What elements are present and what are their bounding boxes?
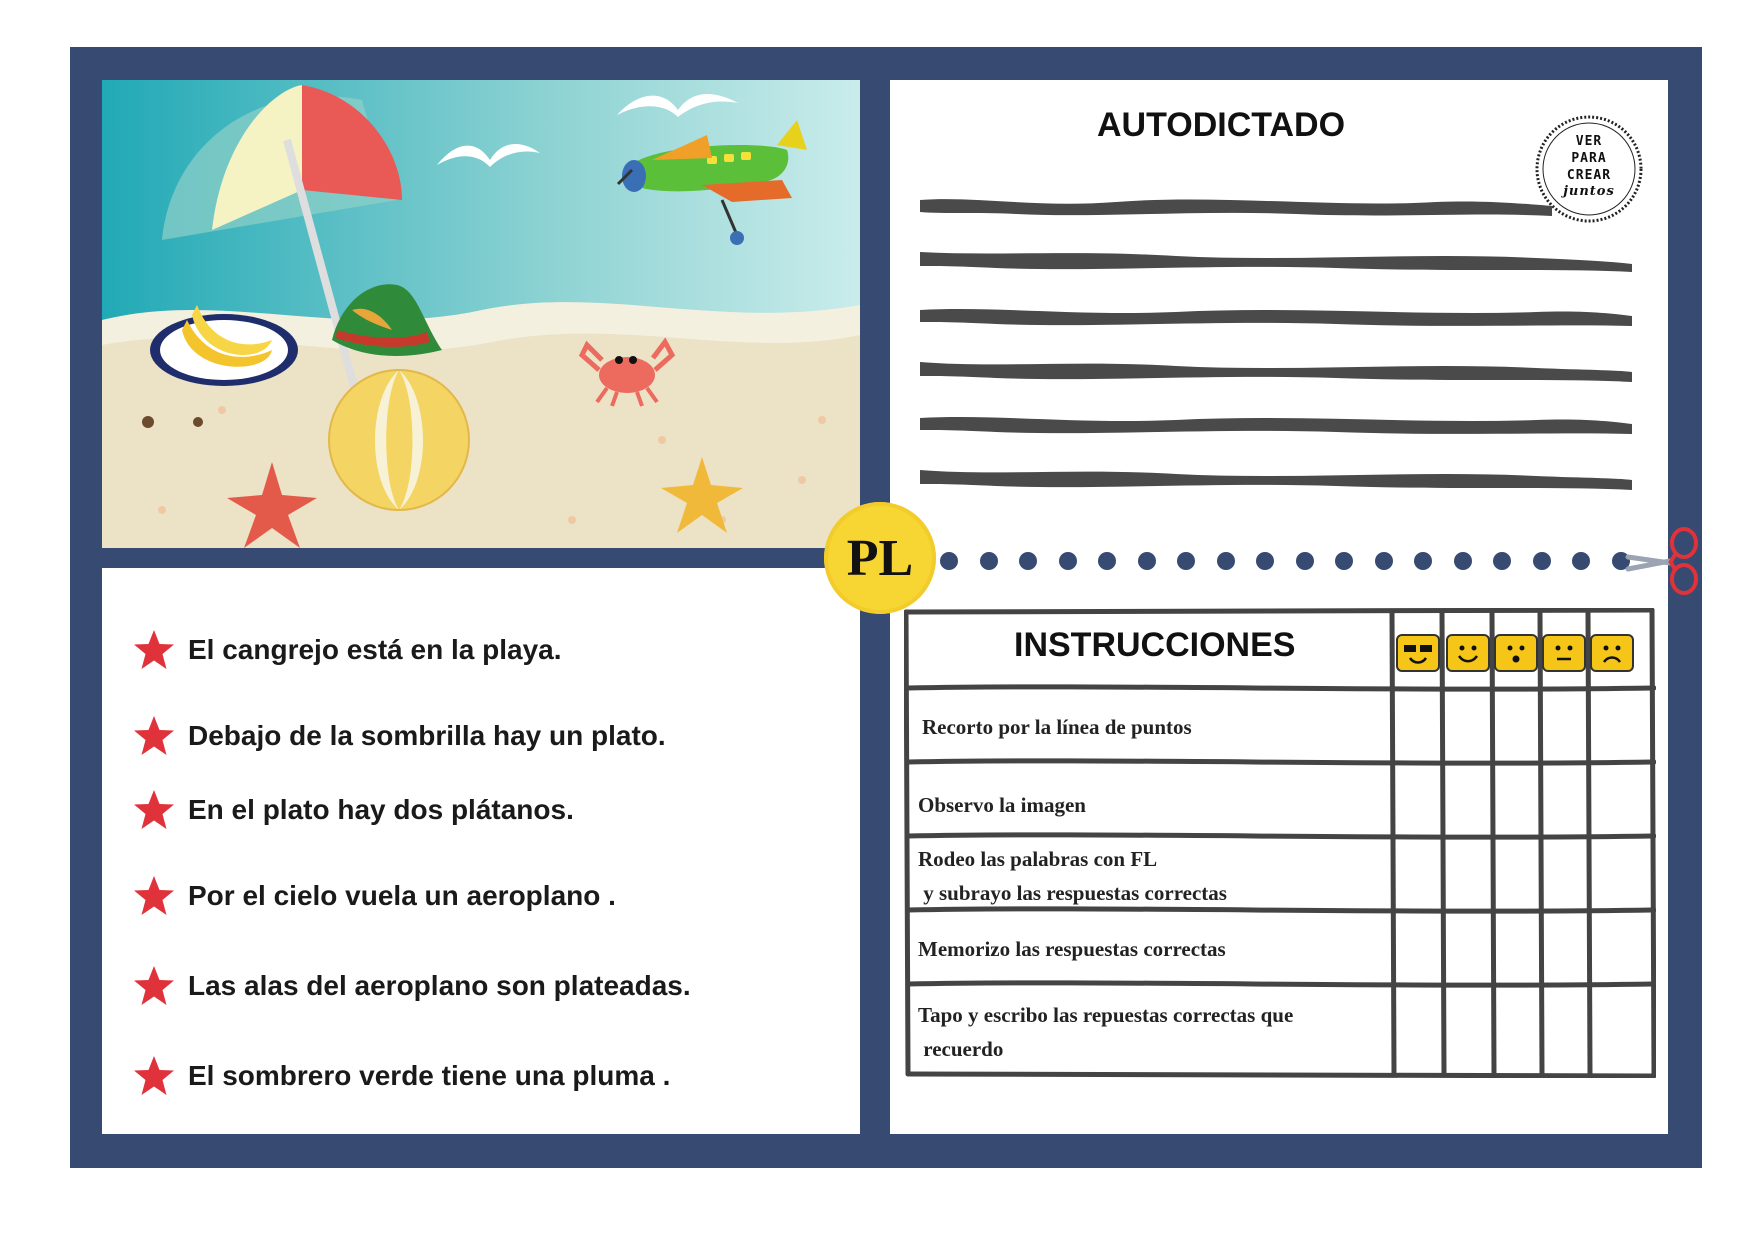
instruction-row-5-cont: recuerdo [918, 1037, 1004, 1061]
sentences-panel [102, 568, 860, 1134]
writing-line [916, 406, 1636, 440]
instruction-row-3: Rodeo las palabras con FL [918, 847, 1158, 871]
cut-dot [1217, 552, 1235, 570]
cut-dot [1335, 552, 1353, 570]
sentence-text: El sombrero verde tiene una pluma . [188, 1060, 671, 1091]
cut-dot [1059, 552, 1077, 570]
instruction-row-1: Recorto por la línea de puntos [922, 715, 1192, 739]
starfish-icon [222, 460, 322, 548]
star-icon [132, 628, 176, 672]
sad-face-icon [1590, 634, 1634, 672]
instruction-row-3-cont: y subrayo las respuestas correctas [918, 881, 1227, 905]
cut-dot [1138, 552, 1156, 570]
beach-illustration [102, 80, 860, 548]
right-panel [890, 80, 1668, 1134]
airplane-icon [612, 110, 812, 250]
crab-icon [577, 330, 677, 410]
writing-line [916, 188, 1556, 222]
bananas-plate-icon [147, 290, 302, 390]
happy-face-icon [1446, 634, 1490, 672]
scissors-icon [1624, 525, 1704, 597]
cut-dot [940, 552, 958, 570]
sentence-text: El cangrejo está en la playa. [188, 634, 562, 665]
cut-dot [1572, 552, 1590, 570]
star-icon [132, 714, 176, 758]
sentence-item [132, 1054, 670, 1098]
autodictado-title: AUTODICTADO [1097, 106, 1346, 144]
star-icon [132, 1054, 176, 1098]
sentence-text: Debajo de la sombrilla hay un plato. [188, 720, 666, 751]
sentence-item [132, 964, 691, 1008]
cut-line [940, 552, 1620, 570]
starfish-icon [657, 455, 747, 535]
star-icon [132, 874, 176, 918]
ver-para-crear-logo: VER PARA CREAR juntos [1534, 114, 1644, 224]
seagull-icon [432, 135, 542, 175]
sentence-item [132, 628, 562, 672]
cut-dot [1177, 552, 1195, 570]
neutral-face-icon [1542, 634, 1586, 672]
cool-face-icon [1396, 634, 1440, 672]
writing-line [916, 352, 1636, 386]
cut-dot [1375, 552, 1393, 570]
sentence-text: En el plato hay dos plátanos. [188, 794, 574, 825]
hat-icon [322, 280, 447, 360]
cut-dot [1454, 552, 1472, 570]
sentence-item [132, 874, 616, 918]
beach-ball-icon [327, 368, 472, 513]
sentence-text: Las alas del aeroplano son plateadas. [188, 970, 691, 1001]
sentence-text: Por el cielo vuela un aeroplano . [188, 880, 616, 911]
pl-badge: PL [824, 502, 936, 614]
sentence-item [132, 714, 666, 758]
instruction-row-2: Observo la imagen [918, 793, 1086, 817]
writing-line [916, 298, 1636, 332]
instructions-title: INSTRUCCIONES [1014, 626, 1296, 664]
instruction-row-4: Memorizo las respuestas correctas [918, 937, 1226, 961]
instruction-row-5: Tapo y escribo las repuestas correctas que [918, 1003, 1294, 1027]
writing-line [916, 242, 1636, 276]
writing-line [916, 460, 1636, 494]
cut-dot [1414, 552, 1432, 570]
cut-dot [1533, 552, 1551, 570]
star-icon [132, 788, 176, 832]
sentence-item [132, 788, 574, 832]
cut-dot [1098, 552, 1116, 570]
cut-dot [1256, 552, 1274, 570]
cut-dot [1296, 552, 1314, 570]
cut-dot [980, 552, 998, 570]
cut-dot [1493, 552, 1511, 570]
star-icon [132, 964, 176, 1008]
surprised-face-icon [1494, 634, 1538, 672]
cut-dot [1019, 552, 1037, 570]
